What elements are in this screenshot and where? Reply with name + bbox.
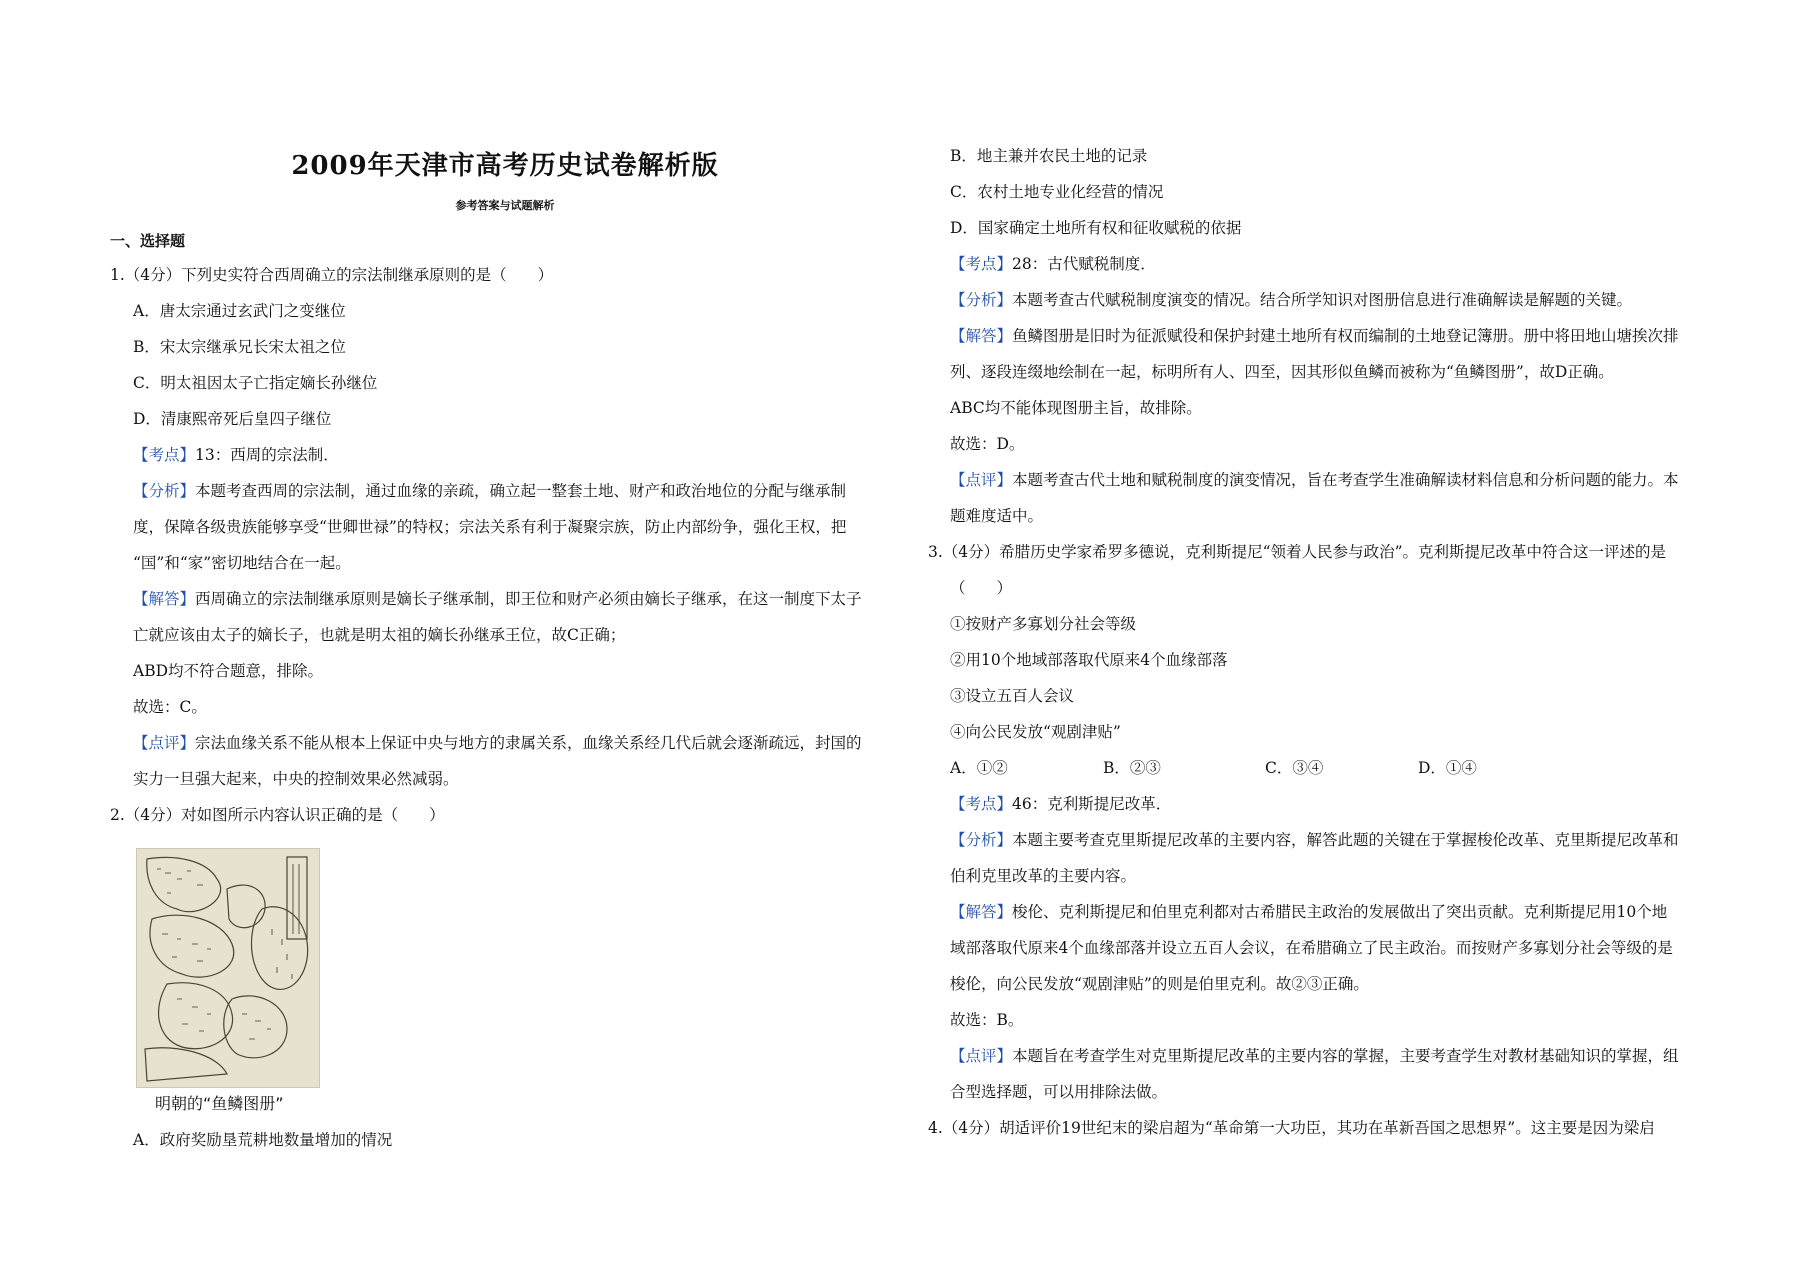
question-3-answer: 故选：B。 <box>950 1011 1024 1029</box>
figure-caption: 明朝的“鱼鳞图册” <box>155 1094 284 1113</box>
question-1-jieda-line-1 <box>133 589 862 609</box>
fish-scale-register-image <box>136 848 320 1088</box>
question-2-stem: 2.（4分）对如图所示内容认识正确的是（ ） <box>110 806 445 824</box>
question-3-item-2: ②用10个地域部落取代原来4个血缘部落 <box>950 651 1228 669</box>
question-4-stem: 4.（4分）胡适评价19世纪末的梁启超为“革命第一大功臣，其功在革新吾国之思想界”。这主要是因为梁启 <box>928 1119 1655 1137</box>
question-3-jieda-line-1 <box>950 902 1667 922</box>
question-1-dianping-line-2: 实力一旦强大起来，中央的控制效果必然减弱。 <box>133 770 459 788</box>
kaodian-text: 46：克利斯提尼改革． <box>1012 795 1172 813</box>
jieda-tag: 【解答】 <box>133 590 196 608</box>
kaodian-tag: 【考点】 <box>950 255 1013 273</box>
fenxi-tag: 【分析】 <box>950 291 1013 309</box>
question-1-jieda-line-3: ABD均不符合题意，排除。 <box>133 662 324 680</box>
question-3-item-4: ④向公民发放“观剧津贴” <box>950 723 1121 741</box>
question-3-options <box>950 758 1650 780</box>
question-3-option-d: D．①④ <box>1418 759 1477 777</box>
jieda-text: 鱼鳞图册是旧时为征派赋役和保护封建土地所有权而编制的土地登记簿册。册中将田地山塘挨次排 <box>1012 327 1679 345</box>
question-2-fenxi <box>950 290 1632 310</box>
question-2-dianping-line-1 <box>950 470 1679 490</box>
question-3-dianping-line-2: 合型选择题，可以用排除法做。 <box>950 1083 1168 1101</box>
question-3-option-b: B．②③ <box>1103 759 1161 777</box>
question-1-answer: 故选：C。 <box>133 698 207 716</box>
question-1-option-b: B．宋太宗继承兄长宋太祖之位 <box>133 338 346 356</box>
document-title: 2009年天津市高考历史试卷解析版 <box>291 151 719 181</box>
question-1-kaodian <box>133 445 339 465</box>
fenxi-tag: 【分析】 <box>133 482 196 500</box>
question-1-fenxi-line-2: 度，保障各级贵族能够享受“世卿世禄”的特权；宗法关系有利于凝聚宗族，防止内部纷争，强化王权，把 <box>133 518 847 536</box>
question-2-jieda-line-1 <box>950 326 1679 346</box>
question-3-kaodian <box>950 794 1171 814</box>
question-1-option-c: C．明太祖因太子亡指定嫡长孙继位 <box>133 374 378 392</box>
question-3-stem-line-1: 3.（4分）希腊历史学家希罗多德说，克利斯提尼“领着人民参与政治”。克利斯提尼改革中符合这一评述的是 <box>928 543 1667 561</box>
question-3-dianping-line-1 <box>950 1046 1679 1066</box>
question-3-fenxi-line-2: 伯利克里改革的主要内容。 <box>950 867 1137 885</box>
dianping-text: 本题考查古代土地和赋税制度的演变情况，旨在考查学生准确解读材料信息和分析问题的能力。本 <box>1012 471 1679 489</box>
question-3-stem-line-2: （ ） <box>950 579 1013 597</box>
question-3-option-c: C．③④ <box>1265 759 1324 777</box>
question-1-fenxi-line-1 <box>133 481 846 501</box>
kaodian-tag: 【考点】 <box>950 795 1013 813</box>
fenxi-tag: 【分析】 <box>950 831 1013 849</box>
jieda-tag: 【解答】 <box>950 903 1013 921</box>
question-3-jieda-line-2: 域部落取代原来4个血缘部落并设立五百人会议，在希腊确立了民主政治。而按财产多寡划分社会等级的是 <box>950 939 1673 957</box>
question-2-kaodian <box>950 254 1156 274</box>
question-3-item-3: ③设立五百人会议 <box>950 687 1075 705</box>
jieda-tag: 【解答】 <box>950 327 1013 345</box>
question-1-option-d: D．清康熙帝死后皇四子继位 <box>133 410 332 428</box>
kaodian-text: 28：古代赋税制度． <box>1012 255 1156 273</box>
question-3-jieda-line-3: 梭伦，向公民发放“观剧津贴”的则是伯里克利。故②③正确。 <box>950 975 1369 993</box>
question-1-jieda-line-2: 亡就应该由太子的嫡长子，也就是明太祖的嫡长孙继承王位，故C正确； <box>133 626 626 644</box>
question-2-option-d: D．国家确定土地所有权和征收赋税的依据 <box>950 219 1242 237</box>
fenxi-text: 本题主要考查克里斯提尼改革的主要内容，解答此题的关键在于掌握梭伦改革、克里斯提尼改革和 <box>1012 831 1679 849</box>
question-2-option-c: C．农村土地专业化经营的情况 <box>950 183 1164 201</box>
fenxi-text: 本题考查西周的宗法制，通过血缘的亲疏，确立起一整套土地、财产和政治地位的分配与继承制 <box>195 482 847 500</box>
jieda-text: 西周确立的宗法制继承原则是嫡长子继承制，即王位和财产必须由嫡长子继承，在这一制度下太子 <box>195 590 862 608</box>
kaodian-text: 13：西周的宗法制． <box>195 446 339 464</box>
dianping-text: 宗法血缘关系不能从根本上保证中央与地方的隶属关系，血缘关系经几代后就会逐渐疏远，封国的 <box>195 734 862 752</box>
question-2-dianping-line-2: 题难度适中。 <box>950 507 1044 525</box>
dianping-tag: 【点评】 <box>950 471 1013 489</box>
question-2-jieda-line-2: 列、逐段连缀地绘制在一起，标明所有人、四至，因其形似鱼鳞而被称为“鱼鳞图册”，故D正确。 <box>950 363 1614 381</box>
question-1-fenxi-line-3: “国”和“家”密切地结合在一起。 <box>133 554 351 572</box>
dianping-tag: 【点评】 <box>950 1047 1013 1065</box>
question-2-option-a: A．政府奖励垦荒耕地数量增加的情况 <box>133 1131 393 1149</box>
kaodian-tag: 【考点】 <box>133 446 196 464</box>
dianping-tag: 【点评】 <box>133 734 196 752</box>
fenxi-text: 本题考查古代赋税制度演变的情况。结合所学知识对图册信息进行准确解读是解题的关键。 <box>1012 291 1633 309</box>
jieda-text: 梭伦、克利斯提尼和伯里克利都对古希腊民主政治的发展做出了突出贡献。克利斯提尼用10个地 <box>1012 903 1668 921</box>
question-3-item-1: ①按财产多寡划分社会等级 <box>950 615 1137 633</box>
question-3-option-a: A．①② <box>950 759 1008 777</box>
question-3-fenxi-line-1 <box>950 830 1679 850</box>
dianping-text: 本题旨在考查学生对克里斯提尼改革的主要内容的掌握，主要考查学生对教材基础知识的掌握，组 <box>1012 1047 1679 1065</box>
document-subtitle: 参考答案与试题解析 <box>455 199 555 212</box>
question-2-jieda-line-3: ABC均不能体现图册主旨，故排除。 <box>950 399 1202 417</box>
question-1-stem: 1.（4分）下列史实符合西周确立的宗法制继承原则的是（ ） <box>110 266 554 284</box>
question-2-answer: 故选：D。 <box>950 435 1025 453</box>
fish-scale-map-drawing <box>137 849 319 1087</box>
question-1-option-a: A．唐太宗通过玄武门之变继位 <box>133 302 346 320</box>
question-1-dianping-line-1 <box>133 733 862 753</box>
question-2-option-b: B．地主兼并农民土地的记录 <box>950 147 1148 165</box>
section-heading: 一、选择题 <box>110 232 186 250</box>
